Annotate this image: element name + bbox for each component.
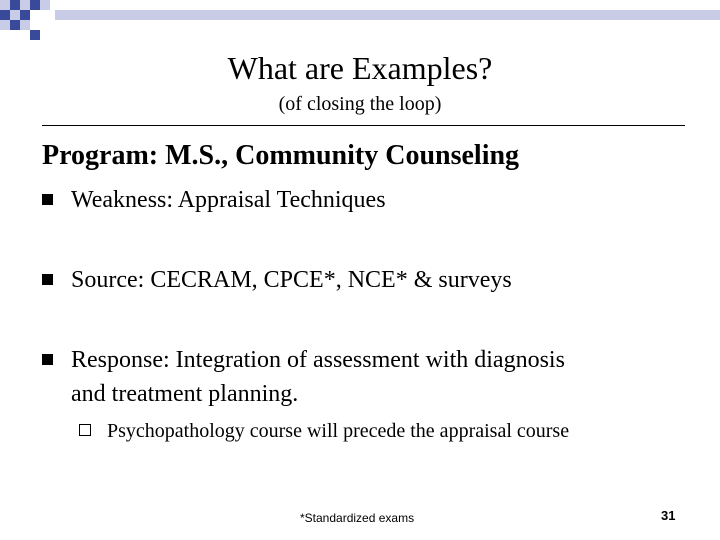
decor-square-light [40,0,50,10]
decor-square-dark [20,10,30,20]
hollow-square-icon [79,424,91,436]
bullet-text: Source: CECRAM, CPCE*, NCE* & surveys [71,267,512,293]
bullet-text: Weakness: Appraisal Techniques [71,187,386,213]
decor-square-dark [30,30,40,40]
footnote: *Standardized exams [300,511,415,525]
sub-bullet-text: Psychopathology course will precede the appraisal course [107,420,570,442]
decor-square-dark [10,20,20,30]
decor-square-dark [10,0,20,10]
decor-square-light [0,0,10,10]
decor-square-light [20,0,30,10]
bullet-text-line-2: and treatment planning. [71,381,299,407]
title-divider [42,125,685,126]
slide-title-text: What are Examples? [227,50,493,86]
filled-square-icon [42,354,53,365]
decor-square-light [10,10,20,20]
filled-square-icon [42,274,53,285]
decor-square-dark [0,10,10,20]
decor-square-light [20,20,30,30]
slide-title [0,50,720,86]
filled-square-icon [42,194,53,205]
decorative-squares-banner [0,0,720,40]
decor-square-light [0,20,10,30]
decor-square-dark [30,0,40,10]
page-number: 31 [661,508,676,523]
decor-top-band [55,10,720,20]
program-heading: Program: M.S., Community Counseling [42,140,520,171]
slide-subtitle: (of closing the loop) [278,93,442,115]
bullet-text-line-1: Response: Integration of assessment with diagnosis [71,347,565,373]
